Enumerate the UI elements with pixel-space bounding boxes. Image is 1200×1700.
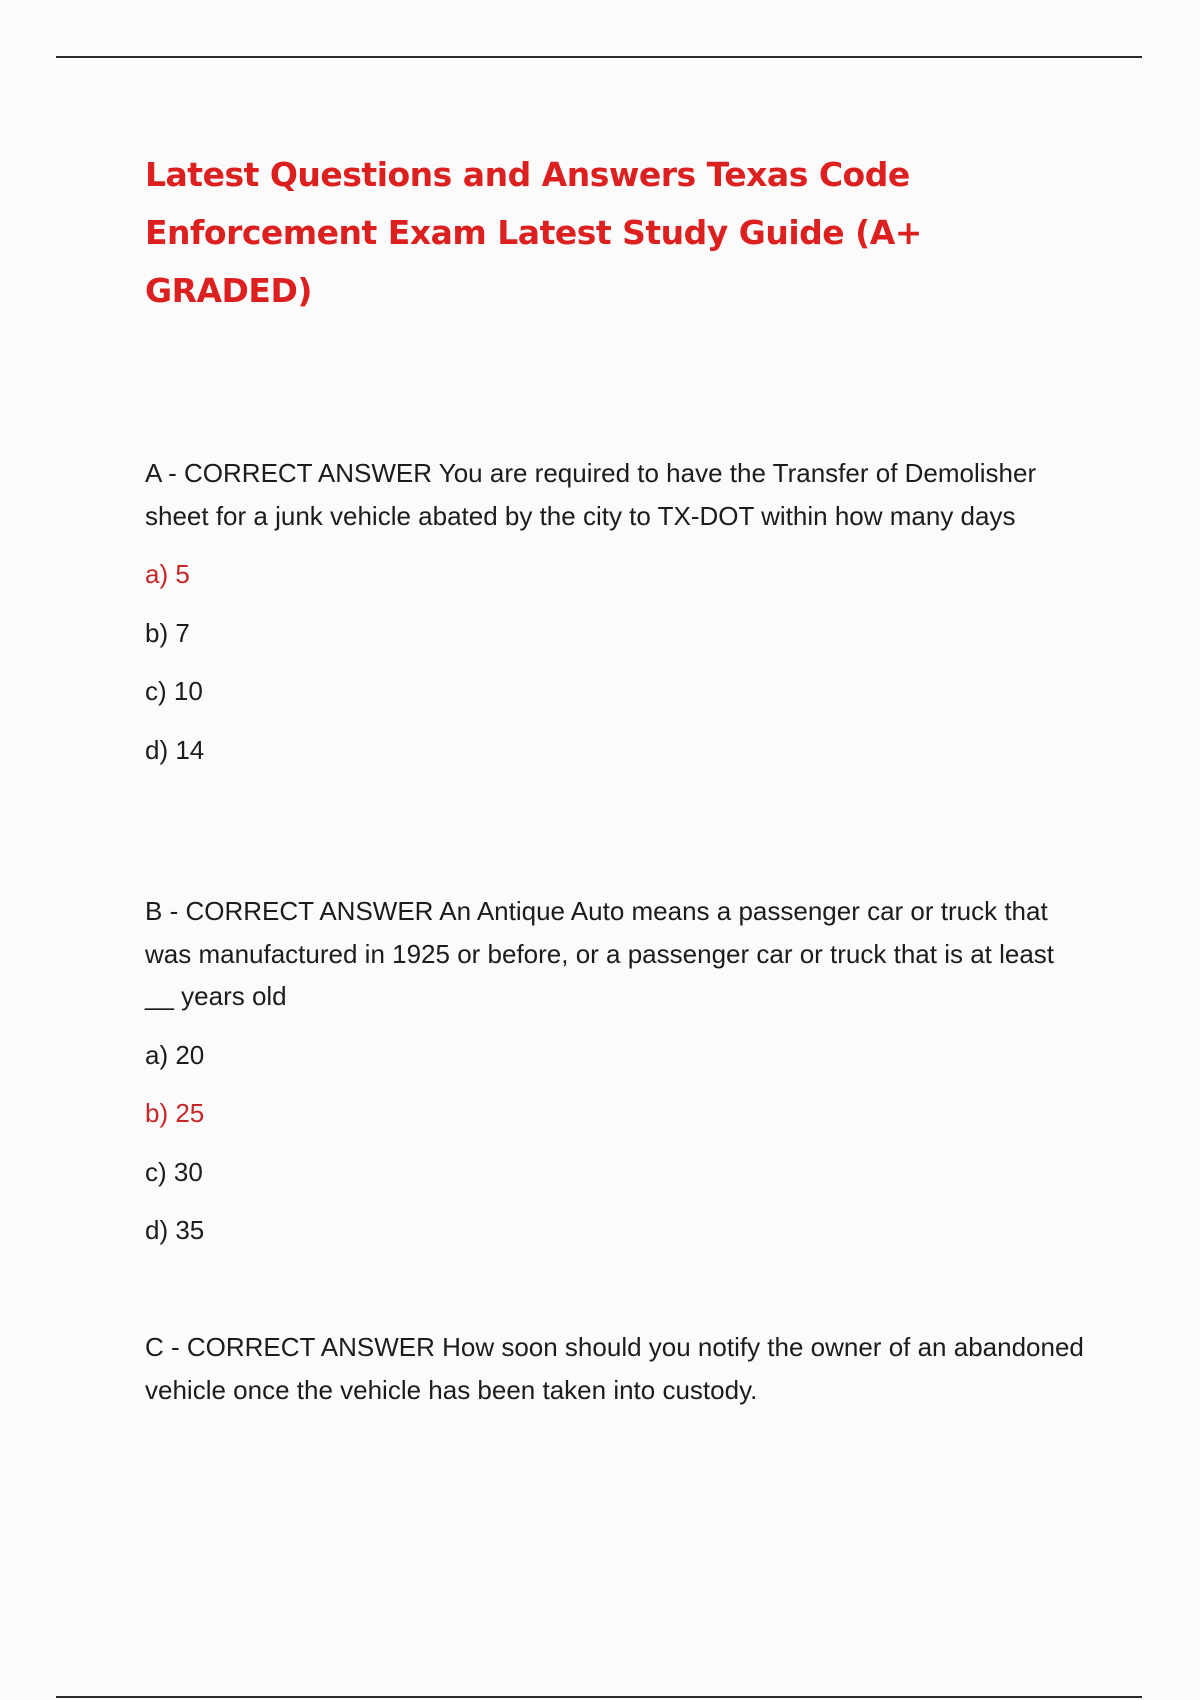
option-d: d) 14	[145, 734, 205, 765]
bottom-rule	[56, 1696, 1142, 1698]
question-a	[145, 452, 1085, 779]
question-text: A - CORRECT ANSWER You are required to have the Transfer of Demolisher sheet for a junk vehicle abated by the city to TX-DOT within how many days	[145, 458, 1037, 531]
option-list	[145, 1026, 1085, 1260]
option-c: c) 10	[145, 676, 203, 706]
option-d: d) 35	[145, 1215, 205, 1245]
question-c	[145, 1326, 1085, 1411]
top-rule	[56, 56, 1142, 58]
option-a: a) 20	[145, 1039, 205, 1070]
question-text: C - CORRECT ANSWER How soon should you notify the owner of an abandoned vehicle once the vehicle has been taken into custody.	[145, 1332, 1084, 1405]
question-b	[145, 890, 1085, 1260]
document-title: Latest Questions and Answers Texas Code Enforcement Exam Latest Study Guide (A+ GRADED)	[145, 155, 922, 310]
option-a: a) 5	[145, 559, 190, 589]
option-b: b) 7	[145, 617, 190, 648]
option-c: c) 30	[145, 1156, 203, 1187]
option-list	[145, 545, 1085, 779]
option-b: b) 25	[145, 1098, 205, 1128]
question-text: B - CORRECT ANSWER An Antique Auto means a passenger car or truck that was manufactured in 1925 or before, or a passenger car or truck that is at least __ years old	[145, 896, 1055, 1011]
